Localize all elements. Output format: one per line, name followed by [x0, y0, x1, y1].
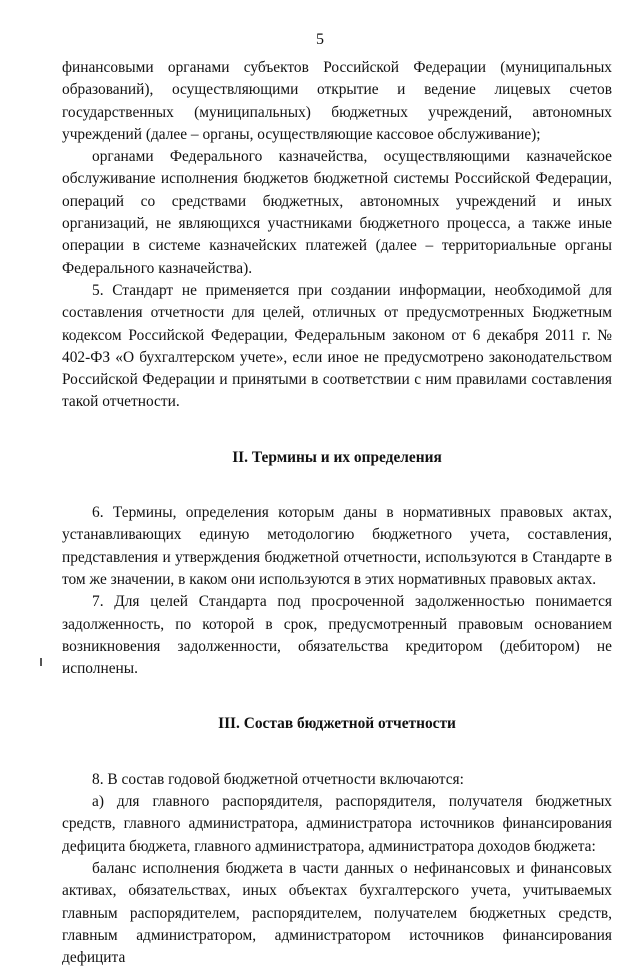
- section-heading-composition: III. Состав бюджетной отчетности: [218, 715, 456, 733]
- page-number: 5: [316, 31, 324, 48]
- paragraph-continuation: финансовыми органами субъектов Российской Федерации (муниципальных образований), осуществляющими открытие и ведение лицевых счетов государственных (муниципальных) бюджетных учреждений, автономных учреждений (далее – органы, осуществляющие кассовое обслуживание);: [62, 59, 612, 143]
- paragraph-7: 7. Для целей Стандарта под просроченной задолженностью понимается задолженность, по которой в срок, предусмотренный правовым основанием возникновения задолженности, обязательства кредитором (дебитором) не исполнены.: [62, 593, 612, 678]
- paragraph-8: 8. В состав годовой бюджетной отчетности включаются:: [92, 770, 464, 788]
- paragraph-8a: а) для главного распорядителя, распорядителя, получателя бюджетных средств, главного администратора, администратора источников финансирования дефицита бюджета, главного администратора, администратора доходов бюджета:: [62, 793, 612, 855]
- paragraph-balance: баланс исполнения бюджета в части данных о нефинансовых и финансовых активах, обязательствах, иных объектах бухгалтерского учета, учитываемых главным распорядителем, распорядителем, получателем бюджетных средств, главным администратором, администратором источников финансирования дефицита: [62, 859, 612, 967]
- section-heading-terms: II. Термины и их определения: [232, 448, 442, 466]
- paragraph-5: 5. Стандарт не применяется при создании информации, необходимой для составления отчетности для целей, отличных от предусмотренных Бюджетным кодексом Российской Федерации, Федеральным законом от 6 декабря 2011 г. № 402-ФЗ «О бухгалтерском учете», если иное не предусмотрено законодательством Российской Федерации и принятыми в соответствии с ним правилами составления такой отчетности.: [62, 281, 612, 411]
- paragraph-treasury-bodies: органами Федерального казначейства, осуществляющими казначейское обслуживание исполнения бюджетов бюджетной системы Российской Федерации, операций со средствами бюджетных, автономных учреждений и иных организаций, не являющихся участниками бюджетного процесса, а также иные операции в системе казначейских платежей (далее – территориальные органы Федерального казначейства).: [62, 148, 612, 277]
- paragraph-6: 6. Термины, определения которым даны в нормативных правовых актах, устанавливающих единую методологию бюджетного учета, составления, представления и утверждения бюджетной отчетности, используются в Стандарте в том же значении, в каком они используются в этих нормативных правовых актах.: [62, 504, 612, 588]
- margin-mark: [40, 658, 42, 666]
- document-body: [62, 57, 612, 969]
